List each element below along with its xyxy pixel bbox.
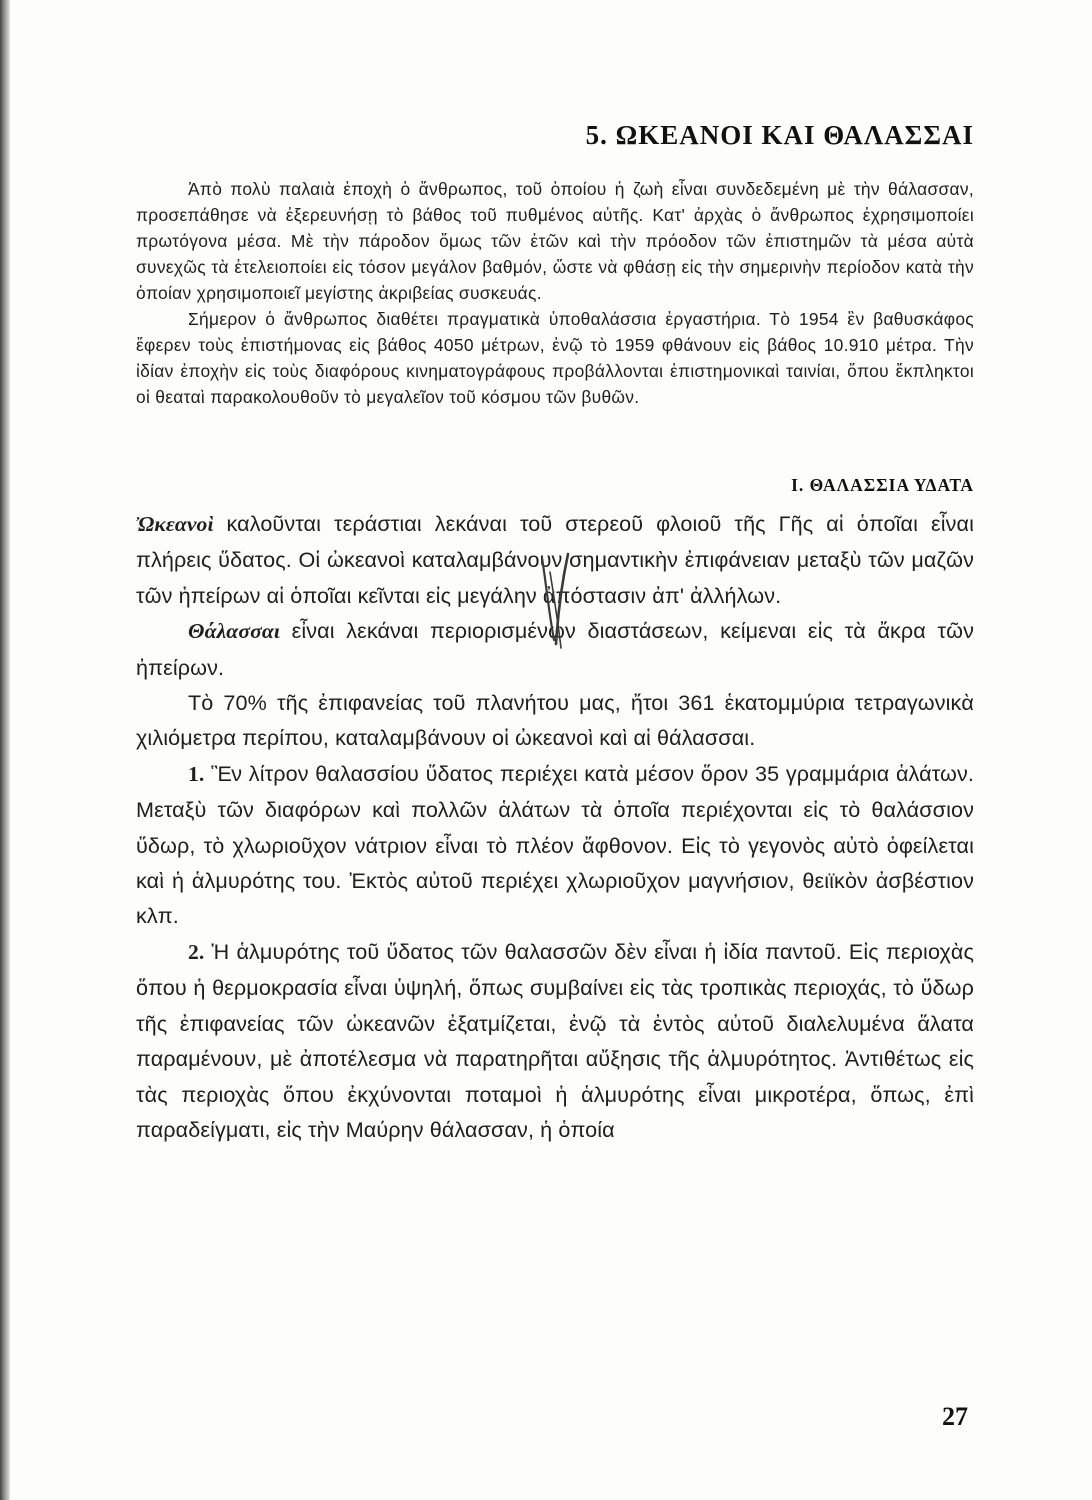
surface-paragraph: Τὸ 70% τῆς ἐπιφανείας τοῦ πλανήτου μας, ἤτοι 361 ἑκατομμύρια τετραγωνικὰ χιλιόμετρα περίπου, καταλαμβάνουν οἱ ὠκεανοὶ καὶ αἱ θάλασσαι. <box>136 690 974 751</box>
intro-paragraph-1: Ἀπὸ πολὺ παλαιὰ ἐποχὴ ὁ ἄνθρωπος, τοῦ ὁποίου ἡ ζωὴ εἶναι συνδεδεμένη μὲ τὴν θάλασσαν, προσεπάθησε νὰ ἐξερευνήσῃ τὸ βάθος τοῦ πυθμένος αὐτῆς. Κατ' ἀρχὰς ὁ ἄνθρωπος ἐχρησιμοποίει πρωτόγονα μέσα. Μὲ τὴν πάροδον ὅμως τῶν ἐτῶν καὶ τὴν πρόοδον τῶν ἐπιστημῶν τὰ μέσα αὐτὰ συνεχῶς τὰ ἐτελειοποίει εἰς τόσον μεγάλον βαθμόν, ὥστε νὰ φθάσῃ εἰς τὴν σημερινὴν περίοδον κατὰ τὴν ὁποίαν χρησιμοποιεῖ μεγίστης ἀκριβείας συσκευάς. <box>136 179 974 303</box>
point-2-paragraph <box>136 934 974 1147</box>
book-spine-shadow <box>0 0 10 1500</box>
oceans-text: καλοῦνται τεράστιαι λεκάναι τοῦ στερεοῦ φλοιοῦ τῆς Γῆς αἱ ὁποῖαι εἶναι πλήρεις ὕδατος. Οἱ ὠκεανοὶ καταλαμβάνουν σημαντικὴν ἐπιφάνειαν μεταξὺ τῶν μαζῶν τῶν ἠπείρων αἱ ὁποῖαι κεῖνται εἰς μεγάλην ἀπόστασιν ἀπ' ἀλλήλων. <box>136 511 974 608</box>
intro-paragraph-2: Σήμερον ὁ ἄνθρωπος διαθέτει πραγματικὰ ὑποθαλάσσια ἐργαστήρια. Τὸ 1954 ἓν βαθυσκάφος ἔφερεν τοὺς ἐπιστήμονας εἰς βάθος 4050 μέτρων, ἐνῷ τὸ 1959 φθάνουν εἰς βάθος 10.910 μέτρα. Τὴν ἰδίαν ἐποχὴν εἰς τοὺς διαφόρους κινηματογράφους προβάλλονται ἐπιστημονικαὶ ταινίαι, ὅπου ἔκπληκτοι οἱ θεαταὶ παρακολουθοῦν τὸ μεγαλεῖον τοῦ κόσμου τῶν βυθῶν. <box>136 309 974 407</box>
oceans-term: Ὠκεανοὶ <box>136 512 214 536</box>
page-number: 27 <box>942 1402 968 1431</box>
chapter-intro <box>136 176 974 410</box>
point-2-number: 2. <box>188 939 205 964</box>
chapter-title: 5. ΩΚΕΑΝΟΙ ΚΑΙ ΘΑΛΑΣΣΑΙ <box>585 120 974 150</box>
point-1-text: Ἓν λίτρον θαλασσίου ὕδατος περιέχει κατὰ μέσον ὅρον 35 γραμμάρια ἁλάτων. Μεταξὺ τῶν διαφόρων καὶ πολλῶν ἁλάτων τὰ ὁποῖα περιέχονται εἰς τὸ θαλάσσιον ὕδωρ, τὸ χλωριοῦχον νάτριον εἶναι τὸ πλέον ἄφθονον. Εἰς τὸ γεγονὸς αὐτὸ ὀφείλεται καὶ ἡ ἁλμυρότης του. Ἐκτὸς αὐτοῦ περιέχει χλωριοῦχον μαγνήσιον, θειϊκὸν ἀσβέστιον κλπ. <box>136 760 974 929</box>
section-title: Ι. ΘΑΛΑΣΣΙΑ ΥΔΑΤΑ <box>791 475 974 495</box>
seas-term: Θάλασσαι <box>188 619 280 644</box>
point-1-number: 1. <box>188 761 205 786</box>
point-2-text: Ἡ ἁλμυρότης τοῦ ὕδατος τῶν θαλασσῶν δὲν εἶναι ἡ ἰδία παντοῦ. Εἰς περιοχὰς ὅπου ἡ θερμοκρασία εἶναι ὑψηλή, ὅπως συμβαίνει εἰς τὰς τροπικὰς περιοχάς, τὸ ὕδωρ τῆς ἐπιφανείας τῶν ὠκεανῶν ἐξατμίζεται, ἐνῷ τὰ ἐντὸς αὐτοῦ διαλελυμένα ἅλατα παραμένουν, μὲ ἀποτέλεσμα νὰ παρατηρῆται αὔξησις τῆς ἁλμυρότητος. Ἀντιθέτως εἰς τὰς περιοχὰς ὅπου ἐκχύνονται ποταμοὶ ἡ ἁλμυρότης εἶναι μικροτέρα, ὅπως, ἐπὶ παραδείγματι, εἰς τὴν Μαύρην θάλασσαν, ἡ ὁποία <box>136 938 974 1142</box>
handwritten-pen-mark <box>528 552 588 652</box>
point-1-paragraph <box>136 756 974 934</box>
seas-text: εἶναι λεκάναι περιορισμένων διαστάσεων, κείμεναι εἰς τὰ ἄκρα τῶν ἠπείρων. <box>136 618 974 680</box>
